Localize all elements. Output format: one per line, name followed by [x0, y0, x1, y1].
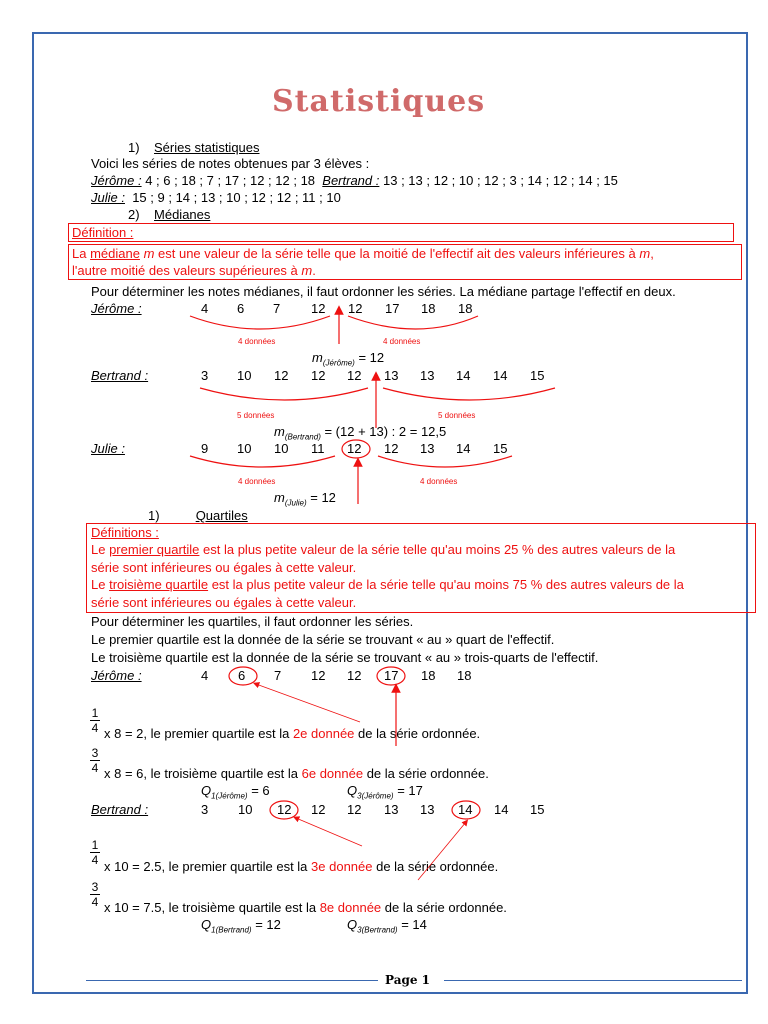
brace [190, 456, 335, 467]
bertrand-q-value: 3 [201, 802, 209, 817]
bertrand-value: 12 [311, 368, 326, 383]
section1-heading: 1) Séries statistiques [128, 140, 260, 155]
bertrand-q1-result: $Q_{1(Bertrand)} = 12$ [201, 917, 281, 935]
bertrand-value: 12 [347, 368, 362, 383]
bertrand-label: Bertrand : [91, 368, 149, 383]
definition-line1: La médiane m est une valeur de la série telle que la moitié de l'effectif ait des valeurs inférieures à m, [72, 246, 654, 261]
julie-left-count: 4 données [238, 477, 276, 486]
page-title: Statistiques [272, 84, 486, 119]
bertrand-value: 3 [201, 368, 209, 383]
jerome-q3-text: x 8 = 6, le troisième quartile est la 6e donnée de la série ordonnée. [104, 766, 489, 781]
brace [200, 388, 368, 400]
jerome-q-value: 12 [347, 668, 362, 683]
fraction-one-quarter: $\frac{1}{4}$ [91, 838, 99, 867]
definitions-label: Définitions : [91, 525, 159, 540]
jerome-value: 18 [458, 301, 473, 316]
q3-def-line2: série sont inférieures ou égales à cette valeur. [91, 595, 357, 610]
jerome-q3-result: $Q_{3(Jérôme)} = 17$ [347, 783, 423, 801]
julie-label: Julie : [91, 441, 125, 456]
bertrand-left-count: 5 données [237, 411, 275, 420]
jerome-q-value: 18 [421, 668, 436, 683]
julie-value: 15 [493, 441, 508, 456]
raw-series-line2: Julie : 15 ; 9 ; 14 ; 13 ; 10 ; 12 ; 12 ; 11 ; 10 [91, 190, 341, 205]
brace [383, 388, 555, 400]
circle-highlight [270, 801, 298, 819]
q1-def-line2: série sont inférieures ou égales à cette valeur. [91, 560, 357, 575]
quartile-intro-1: Pour déterminer les quartiles, il faut ordonner les séries. [91, 614, 414, 629]
bertrand-q-value: 13 [420, 802, 435, 817]
footer-rule-left [86, 980, 378, 981]
jerome-value: 12 [311, 301, 326, 316]
jerome-value: 18 [421, 301, 436, 316]
definition-label: Définition : [72, 225, 134, 240]
brace [190, 316, 330, 329]
jerome-value: 17 [385, 301, 400, 316]
julie-value: 11 [311, 441, 325, 456]
jerome-q-value: 7 [274, 668, 282, 683]
section3-heading: 1) Quartiles [148, 508, 248, 523]
jerome-q-value: 6 [238, 668, 246, 683]
jerome-left-count: 4 données [238, 337, 276, 346]
bertrand-right-count: 5 données [438, 411, 476, 420]
arrow [418, 822, 466, 880]
intro-text: Voici les séries de notes obtenues par 3 élèves : [91, 156, 370, 171]
circle-highlight [452, 801, 480, 819]
jerome-right-count: 4 données [383, 337, 421, 346]
q3-def-line1: Le troisième quartile est la plus petite valeur de la série telle qu'au moins 75 % des autres valeurs de la [91, 577, 684, 592]
bertrand-q-value: 14 [494, 802, 509, 817]
julie-value: 12 [384, 441, 399, 456]
julie-value: 10 [237, 441, 252, 456]
bertrand-q-value: 13 [384, 802, 399, 817]
julie-value: 13 [420, 441, 435, 456]
jerome-q1-text: x 8 = 2, le premier quartile est la 2e donnée de la série ordonnée. [104, 726, 481, 741]
julie-right-count: 4 données [420, 477, 458, 486]
bertrand-q1-text: x 10 = 2.5, le premier quartile est la 3e donnée de la série ordonnée. [104, 859, 499, 874]
jerome-label: Jérôme : [91, 668, 142, 683]
section2-heading: 2) Médianes [128, 207, 211, 222]
fraction-three-quarters: $\frac{3}{4}$ [91, 746, 99, 775]
median-julie: $m_{(Julie)} = 12$ [274, 490, 336, 508]
median-jerome: $m_{(Jérôme)} = 12$ [312, 350, 385, 368]
jerome-q-value: 12 [311, 668, 326, 683]
bertrand-q-value: 12 [277, 802, 292, 817]
page-number: Page 1 [385, 973, 431, 987]
arrow [256, 684, 360, 722]
circle-highlight [229, 667, 257, 685]
q1-def-line1: Le premier quartile est la plus petite valeur de la série telle qu'au moins 25 % des autres valeurs de la [91, 542, 676, 557]
median-bertrand: $m_{(Bertrand)} = (12 + 13)$ : 2 = 12,5 [274, 424, 447, 442]
brace [348, 316, 478, 329]
julie-value: 10 [274, 441, 289, 456]
definition-line2: l'autre moitié des valeurs supérieures à m. [72, 263, 316, 278]
quartile-intro-3: Le troisième quartile est la donnée de la série se trouvant « au » trois-quarts de l'effectif. [91, 650, 599, 665]
jerome-label: Jérôme : [91, 301, 142, 316]
median-intro: Pour déterminer les notes médianes, il faut ordonner les séries. La médiane partage l'effectif en deux. [91, 284, 676, 299]
bertrand-q-value: 10 [238, 802, 253, 817]
circle-highlight [377, 667, 405, 685]
jerome-value: 4 [201, 301, 209, 316]
bertrand-value: 14 [456, 368, 471, 383]
jerome-value: 12 [348, 301, 363, 316]
bertrand-q-value: 12 [347, 802, 362, 817]
bertrand-q-value: 14 [458, 802, 473, 817]
bertrand-q3-result: $Q_{3(Bertrand)} = 14$ [347, 917, 427, 935]
jerome-q-value: 18 [457, 668, 472, 683]
bertrand-value: 10 [237, 368, 252, 383]
jerome-q1-result: $Q_{1(Jérôme)} = 6$ [201, 783, 270, 801]
julie-value: 14 [456, 441, 471, 456]
julie-value: 9 [201, 441, 209, 456]
brace [378, 456, 512, 467]
jerome-value: 7 [273, 301, 281, 316]
bertrand-label: Bertrand : [91, 802, 149, 817]
bertrand-value: 15 [530, 368, 545, 383]
bertrand-q-value: 15 [530, 802, 545, 817]
julie-value: 12 [347, 441, 362, 456]
jerome-q-value: 17 [384, 668, 399, 683]
bertrand-value: 13 [420, 368, 435, 383]
bertrand-value: 12 [274, 368, 289, 383]
fraction-one-quarter: $\frac{1}{4}$ [91, 706, 99, 735]
jerome-value: 6 [237, 301, 245, 316]
arrow [296, 818, 362, 846]
circle-highlight [342, 440, 370, 458]
footer-rule-right [444, 980, 742, 981]
quartile-intro-2: Le premier quartile est la donnée de la série se trouvant « au » quart de l'effectif. [91, 632, 555, 647]
raw-series-line1: Jérôme : 4 ; 6 ; 18 ; 7 ; 17 ; 12 ; 12 ; 18 Bertrand : 13 ; 13 ; 12 ; 10 ; 12 ; 3 ; 14 ; 12 ; 14 ; 15 [91, 173, 618, 188]
jerome-q-value: 4 [201, 668, 209, 683]
bertrand-q-value: 12 [311, 802, 326, 817]
bertrand-q3-text: x 10 = 7.5, le troisième quartile est la 8e donnée de la série ordonnée. [104, 900, 507, 915]
bertrand-value: 13 [384, 368, 399, 383]
fraction-three-quarters: $\frac{3}{4}$ [91, 880, 99, 909]
bertrand-value: 14 [493, 368, 508, 383]
